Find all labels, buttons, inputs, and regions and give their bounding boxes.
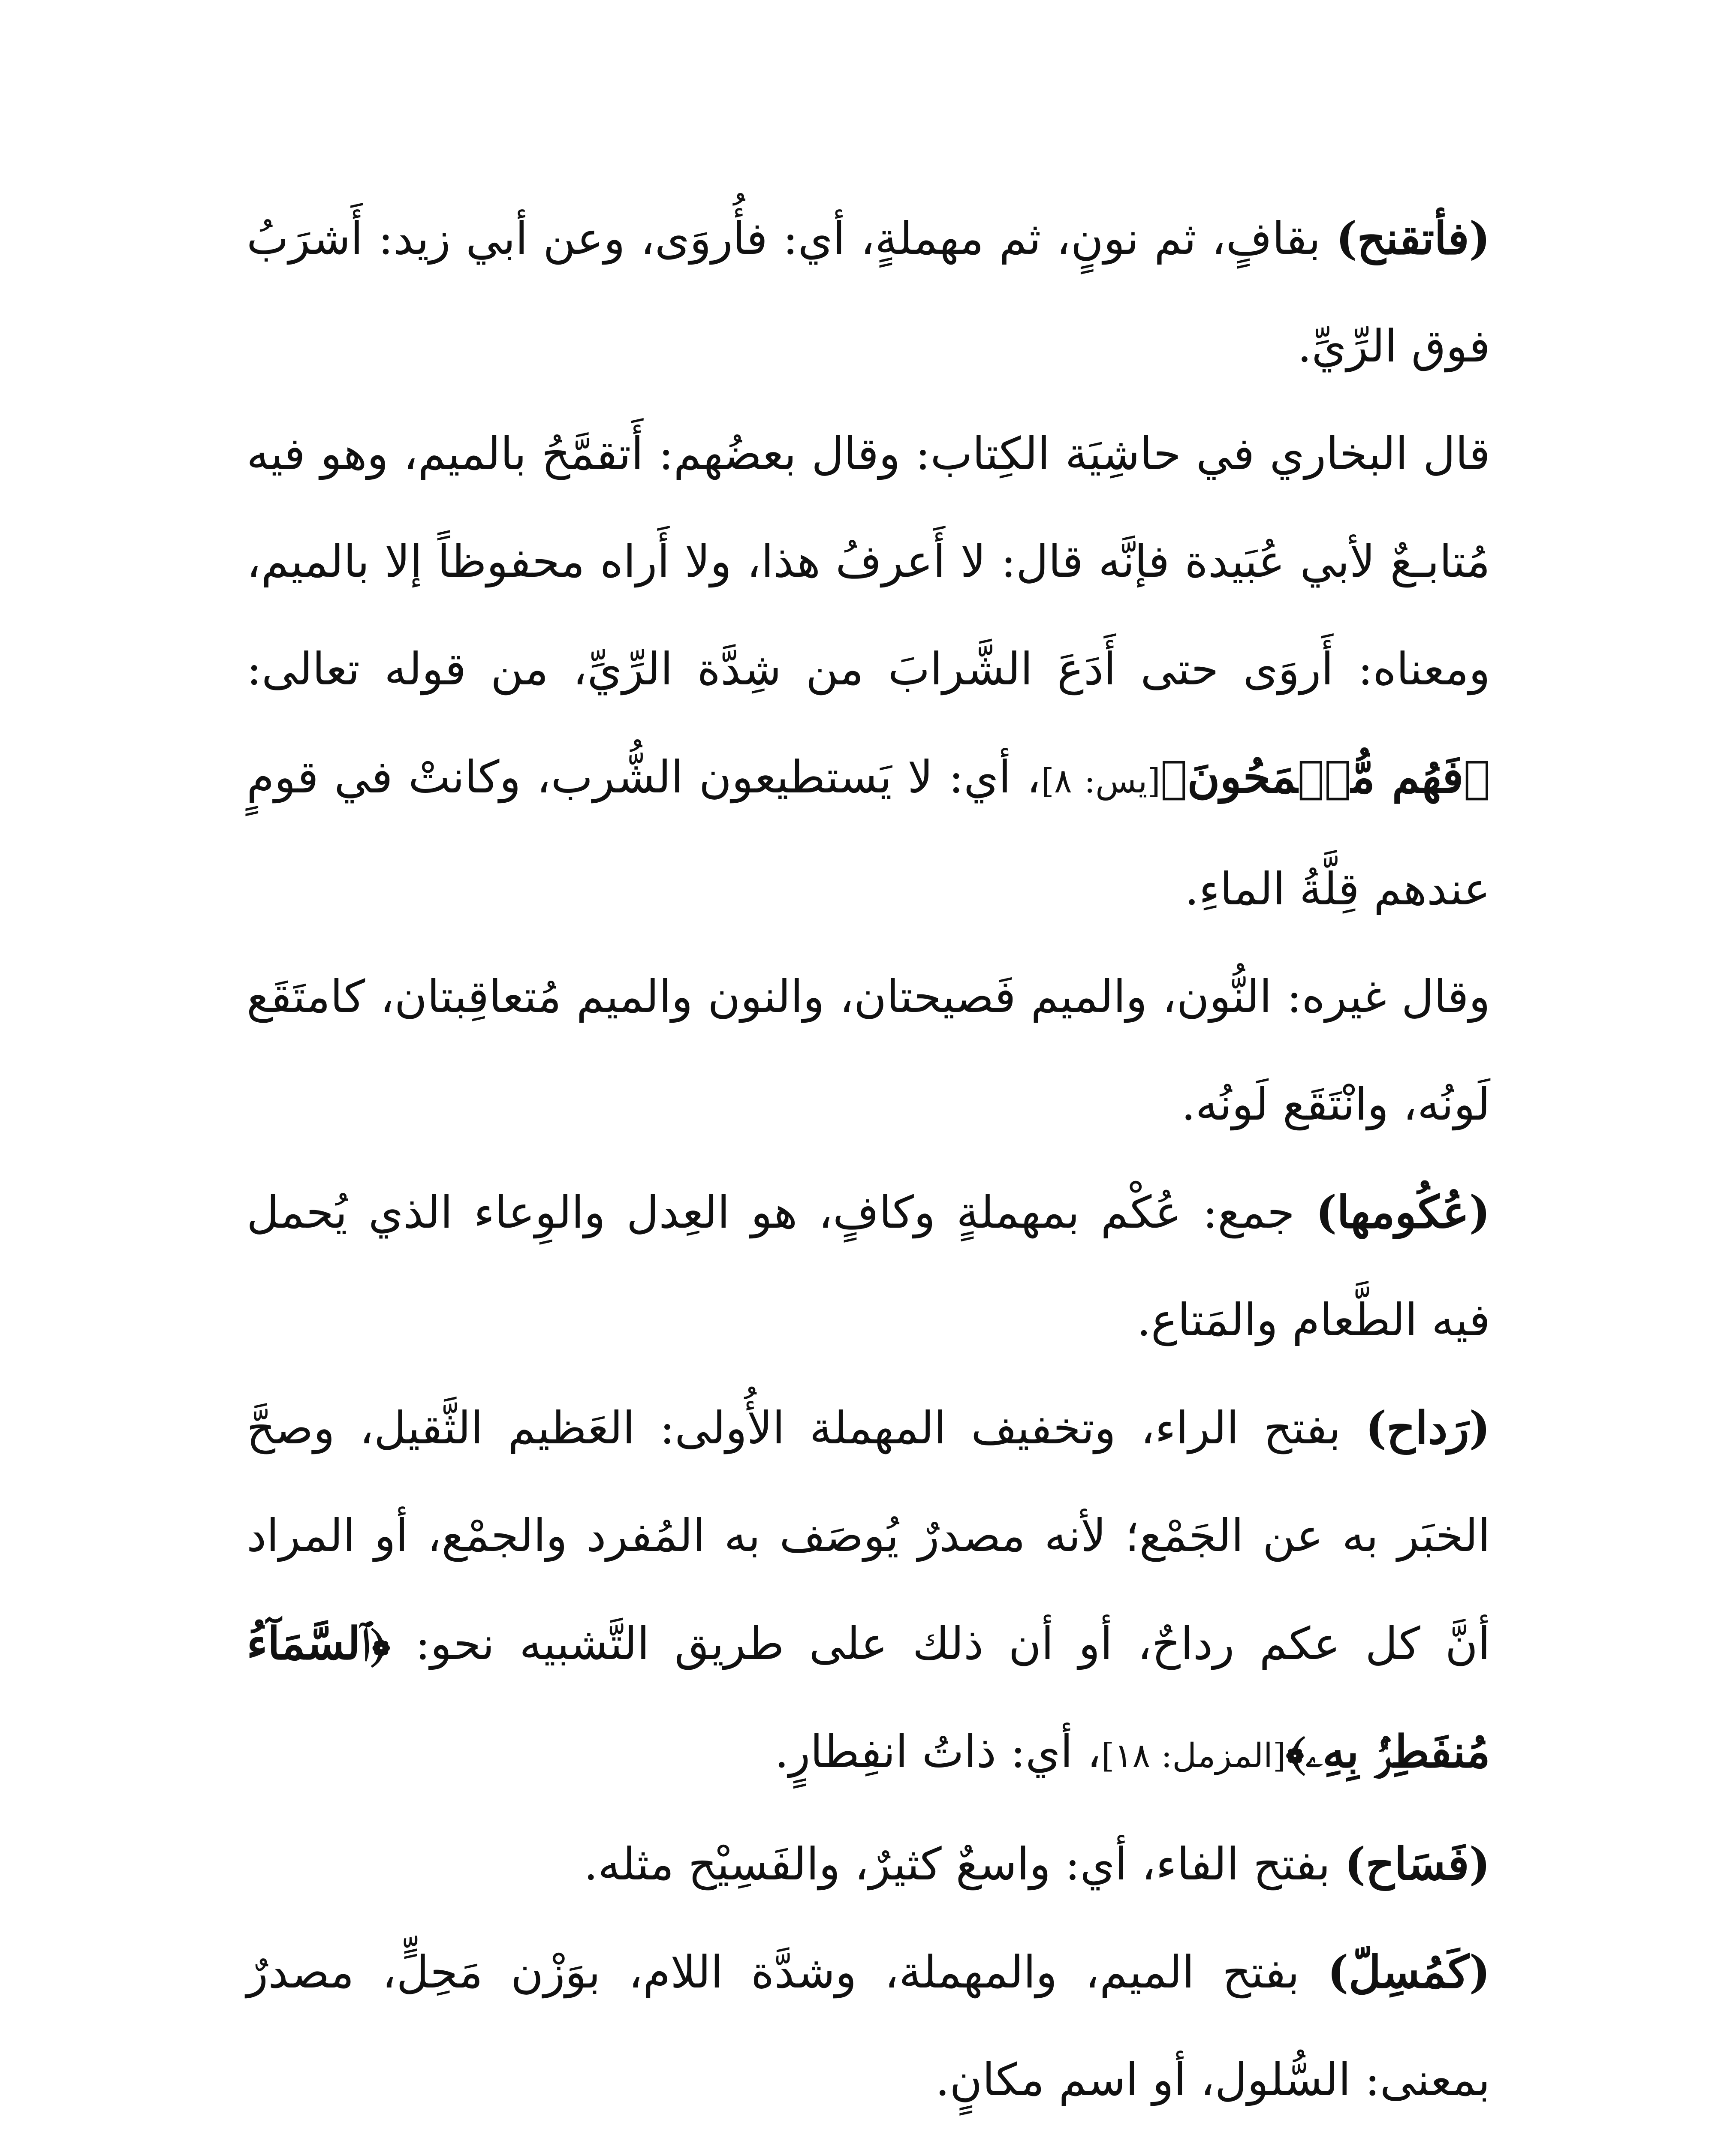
paragraph-fatqanah: [247, 184, 1490, 400]
lemma-fatqanah: (فأتقنح): [1336, 212, 1490, 265]
lemma-ukumuha: (عُكُومها): [1316, 1186, 1491, 1238]
lemma-kamusill: (كَمُسِلّ): [1327, 1945, 1490, 1998]
paragraph-text: بفتح الميم، والمهملة، وشدَّة اللام، بوَزْن مَحِلٍّ، مصدرٌ بمعنى: السُّلول، أو اسم مكانٍ.: [247, 1946, 1490, 2106]
verse-reference-muzzammil: [المزمل: ١٨]: [1101, 1737, 1286, 1775]
paragraph-text: بفتح الراء، وتخفيف المهملة الأُولى: العَظيم الثَّقيل، وصحَّ الخبَر به عن الجَمْع؛ لأنه مصدرٌ يُوصَف به المُفرد والجمْع، أو المراد أنَّ كل عكم رداحٌ، أو أن ذلك على طريق التَّشبيه نحو:: [247, 1402, 1490, 1670]
lemma-fasah: (فَسَاح): [1344, 1837, 1490, 1890]
quran-verse-yasin: ﴿فَهُم مُّقۡمَحُونَ﴾: [1160, 750, 1491, 803]
paragraph-ghairuh: [247, 943, 1490, 1158]
paragraph-text: بقافٍ، ثم نونٍ، ثم مهملةٍ، أي: فأُروَى، وعن أبي زيد: أَشرَبُ فوق الرِّيِّ.: [247, 212, 1490, 372]
paragraph-text: جمع: عُكْم بمهملةٍ وكافٍ، هو العِدل والوِعاء الذي يُحمل فيه الطَّعام والمَتاع.: [247, 1186, 1490, 1346]
quran-verse-muzzammil: ﴿ٱلسَّمَآءُ مُنفَطِرُۢ بِهِۦ﴾: [247, 1617, 1490, 1778]
paragraph-bukhari: [247, 400, 1490, 943]
paragraph-text-tail: ، أي: ذاتُ انفِطارٍ.: [775, 1725, 1102, 1778]
paragraph-text: وقال غيره: النُّون، والميم فَصيحتان، والنون والميم مُتعاقِبتان، كامتَقَع لَونُه، وانْتَقَع لَونُه.: [247, 970, 1490, 1130]
paragraph-ukumuha: [247, 1158, 1490, 1374]
paragraph-text-tail: ، أي: لا يَستطيعون الشُّرب، وكانتْ في قومٍ عندهم قِلَّةُ الماءِ.: [247, 751, 1490, 915]
paragraph-fasah: [247, 1810, 1490, 1918]
paragraph-text: بفتح الفاء، أي: واسعٌ كثيرٌ، والفَسِيْح مثله.: [584, 1838, 1345, 1890]
lemma-radah: (رَداح): [1365, 1401, 1490, 1454]
paragraph-shatbah: [247, 2134, 1490, 2144]
paragraph-radah: [247, 1374, 1490, 1810]
paragraph-text: قال البخاري في حاشِيَة الكِتاب: وقال بعضُهم: أَتقمَّحُ بالميم، وهو فيه مُتابـعٌ لأبي عُبَيدة فإنَّه قال: لا أَعرفُ هذا، ولا أَراه محفوظاً إلا بالميم، ومعناه: أَروَى حتى أَدَعَ الشَّرابَ من شِدَّة الرِّيِّ، من قوله تعالى:: [247, 428, 1490, 695]
body-text: [247, 184, 1490, 2144]
verse-reference-yasin: [يس: ٨]: [1041, 762, 1160, 801]
paragraph-kamusill: [247, 1918, 1490, 2134]
